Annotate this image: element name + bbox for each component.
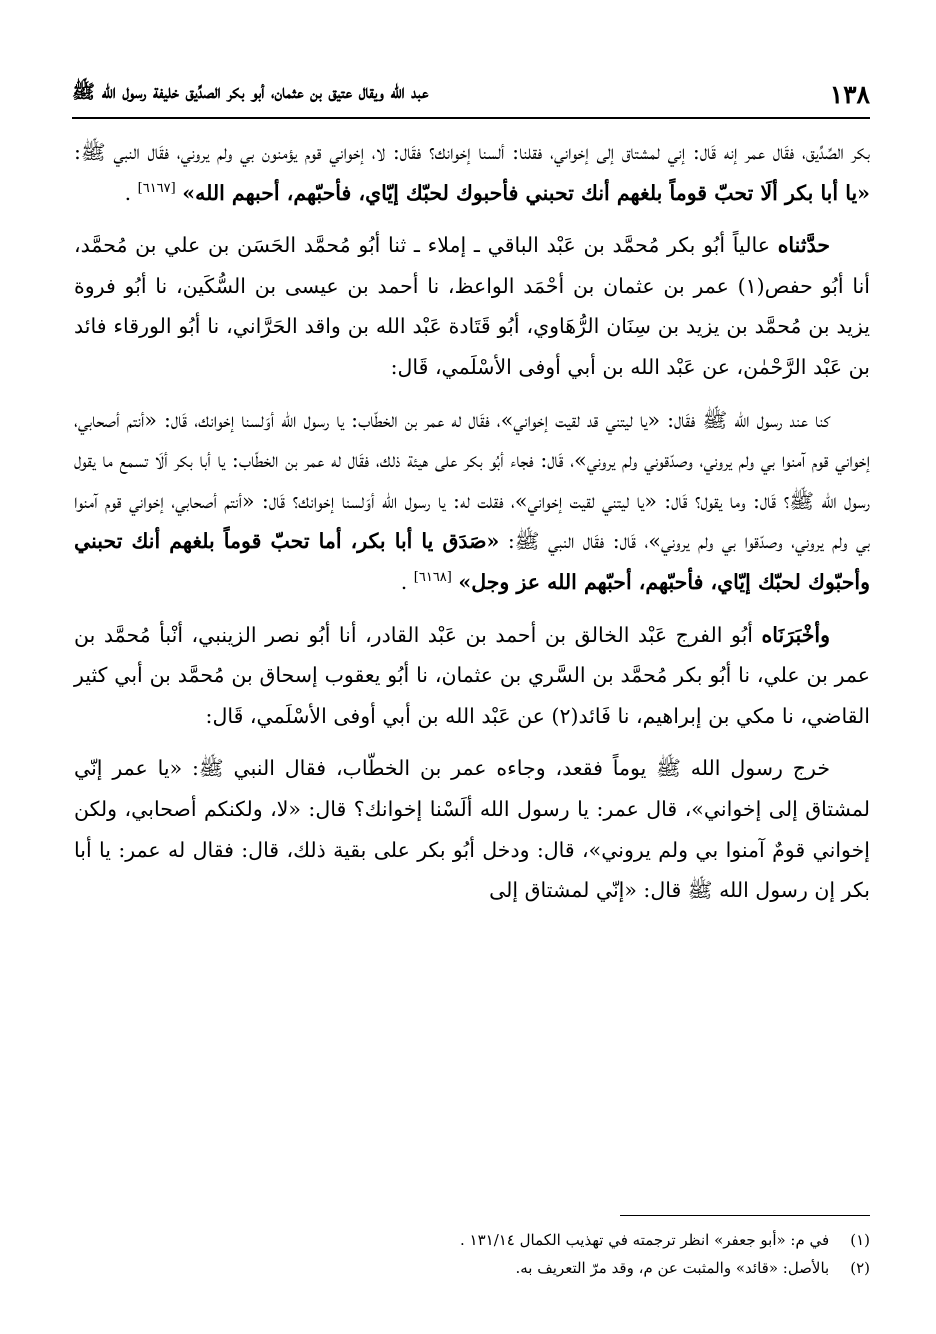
paragraph-1: [74, 132, 870, 213]
footnotes: [74, 1226, 870, 1282]
paragraph-text: خرج رسول الله ﷺ يوماً فقعد، وجاءه عمر بن الخطّاب، فقال النبي ﷺ: «يا عمر إنّي لمشتاق إلى إخواني»، قال عمر: يا رسول الله ألَسْنا إخوانك؟ قال: «لا، ولكنكم أصحابي، ولكن إخواني قومٌ آمنوا بي ولم يروني»، قال: ودخل أبُو بكر على بقية ذلك، قال: فقال له عمر: يا أبا بكر إن رسول الله ﷺ قال: «إنّي لمشتاق إلى: [74, 756, 870, 903]
footnote-number: (٢): [850, 1259, 870, 1277]
isnad-lead: وأخْبَرَنَاه: [761, 622, 830, 647]
footnote-text: في م: «أبو جعفر» انظر ترجمته في تهذيب الكمال ١٣١/١٤ .: [459, 1231, 830, 1249]
page-header: [72, 74, 870, 114]
paragraph-end: .: [124, 180, 132, 205]
paragraph-5: [74, 748, 870, 910]
isnad-lead: حدَّثناه: [777, 233, 830, 258]
paragraph-text: عالياً أبُو بكر مُحمَّد بن عَبْد الباقي ـ إملاء ـ ثنا أبُو مُحمَّد الحَسَن بن علي بن مُحمَّد، أنا أبُو حفص(١) عمر بن عثمان بن أحْمَد الواعظ، نا أحمد بن عيسى بن السُّكَين، نا أبُو فروة يزيد بن مُحمَّد بن يزيد بن سِنَان الرُّهَاوي، أبُو قَتَادة عَبْد الله بن واقد الحَرَّاني، نا أبُو الورقاء فائد بن عَبْد الرَّحْمٰن، عن عَبْد الله بن أبي أوفى الأسْلَمي، قَال:: [74, 233, 871, 379]
footnote-1: [74, 1226, 870, 1254]
paragraph-4: [74, 615, 870, 737]
running-title: عبد الله ويقال عتيق بن عثمان، أبو بكر الصدِّيق خليفة رسول الله ﷺ: [72, 81, 429, 103]
page-number: ١٣٨: [829, 79, 870, 109]
main-text: [74, 132, 870, 923]
paragraph-text: كنا عند رسول الله ﷺ فقَال: «يا ليتني قد لقيت إخواني»، فقَال له عمر بن الخطّاب: يا رسول الله أوَلسنا إخوانك، قَال: «أنتم أصحابي، إخواني قوم آمنوا بي ولم يروني، وصدّقوني ولم يروني»، قَال: فجاء أبُو بكر على هيئة ذلك، فقَال له عمر بن الخطّاب: يا أبا بكر ألَا تسمع ما يقول رسول الله ﷺ؟ قَال: وما يقول؟ قَال: «يا ليتني لقيت إخواني»، فقلت له: يا رسول الله أوَلسنا إخوانك؟ قَال: «أنتم أصحابي، إخواني قوم آمنوا بي ولم يروني، وصدّقوا بي ولم يروني»، قَال: فقَال النبي ﷺ:: [74, 407, 870, 554]
header-divider: [72, 117, 870, 119]
footnote-divider: [620, 1215, 870, 1216]
paragraph-2: [74, 225, 870, 387]
hadith-number: [٦١٦٧]: [137, 180, 176, 196]
footnote-2: [74, 1254, 870, 1282]
paragraph-3: [74, 400, 870, 603]
paragraph-end: .: [400, 569, 408, 594]
hadith-quote: «يا أبا بكر ألَا تحبّ قوماً بلغهم أنك تحبني فأحبوك لحبّك إيّاي، فأحبّهم، أحبهم الله»: [182, 180, 870, 205]
paragraph-text: بكر الصِّدِّيق، فقَال عمر إنه قَال: إني لمشتاق إلى إخواني، فقلنا: ألسنا إخوانك؟ فقَال: لا، إخواني قوم يؤمنون بي ولم يروني، فقَال النبي ﷺ:: [74, 140, 870, 164]
hadith-quote: «صَدَق يا أبا بكر، أما تحبّ قوماً بلغهم أنك تحبني وأحبّوك لحبّك إيّاي، فأحبّهم، أحبّهم الله عز وجل»: [74, 529, 870, 594]
footnote-number: (١): [850, 1231, 870, 1249]
hadith-number: [٦١٦٨]: [413, 570, 452, 586]
footnote-text: بالأصل: «قائد» والمثبت عن م، وقد مرّ التعريف به.: [515, 1259, 830, 1277]
paragraph-text: أبُو الفرج عَبْد الخالق بن أحمد بن عَبْد القادر، أنا أبُو نصر الزينبي، أنْبأ مُحمَّد بن عمر بن علي، نا أبُو بكر مُحمَّد بن السَّري بن عثمان، نا أبُو يعقوب إسحاق بن مُحمَّد بن أبي كثير القاضي، نا مكي بن إبراهيم، نا فَائد(٢) عن عَبْد الله بن أبي أوفى الأسْلَمي، قَال:: [74, 622, 870, 728]
